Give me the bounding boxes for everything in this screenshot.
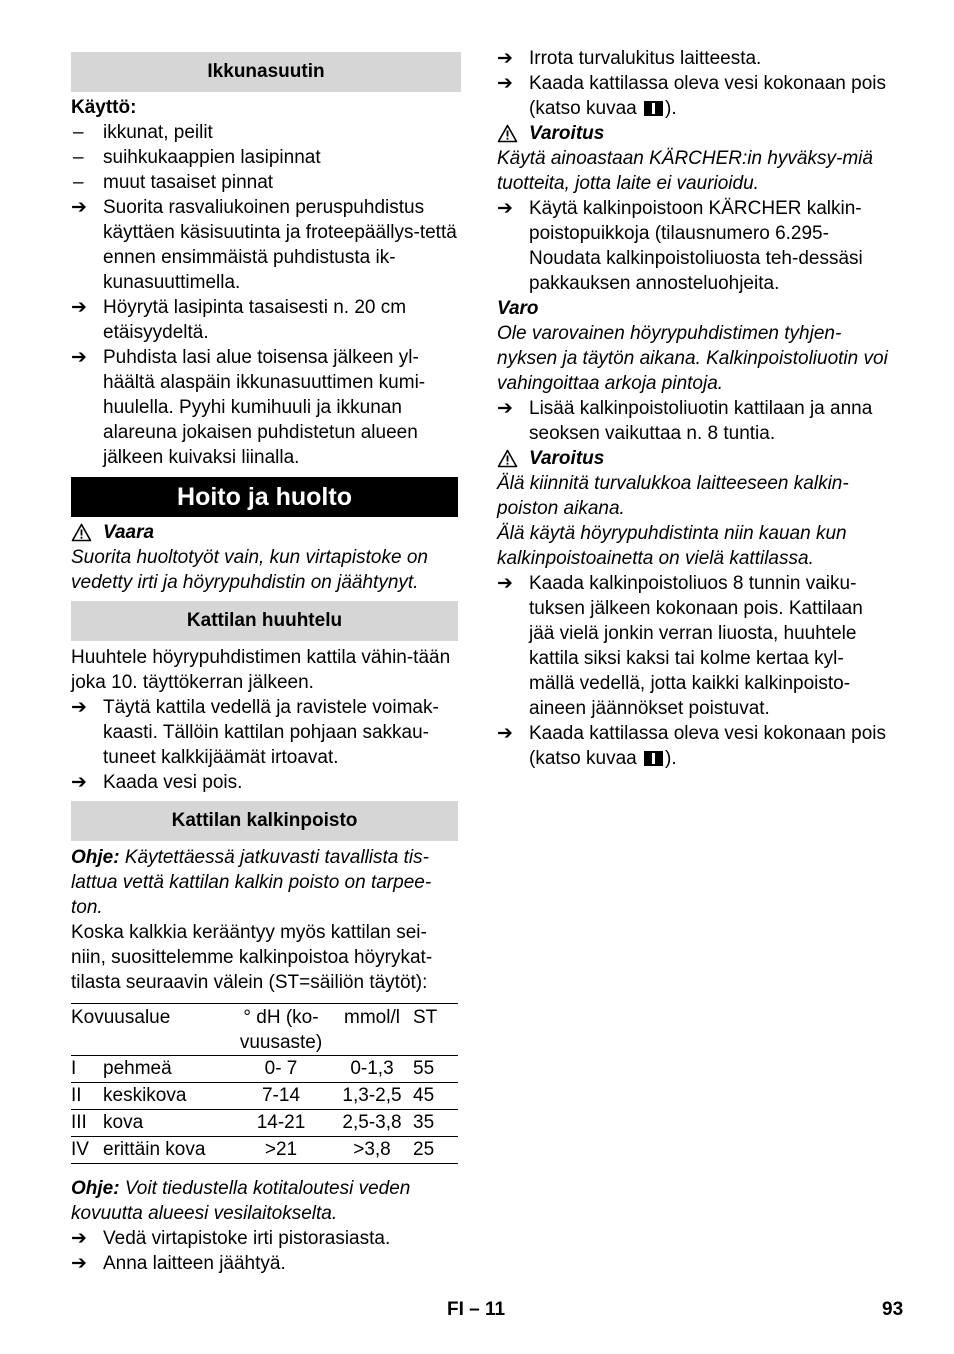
warning-heading: Varoitus [497,446,889,471]
arrow-icon: ➔ [71,197,87,218]
chapter-title-maintenance: Hoito ja huolto [71,477,458,517]
table-row: I pehmeä 0- 7 0-1,3 55 [71,1056,458,1083]
arrow-icon: ➔ [71,1253,87,1274]
list-item: ➔ Puhdista lasi alue toisensa jälkeen yl-häältä alaspäin ikkunasuuttimen kumi-huulella. Pyyhi kumihuuli ja ikkunan alareuna jokaisen puhdistetun alueen jälkeen kuivaksi liinalla. [71,347,426,468]
arrow-icon: ➔ [71,347,87,368]
rinse-intro: Huuhtele höyrypuhdistimen kattila vähin-tään joka 10. täyttökerran jälkeen. [71,647,451,693]
section-title-descale: Kattilan kalkinpoisto [71,801,458,841]
list-item: ➔ Lisää kalkinpoistoliuotin kattilaan ja anna seoksen vaikuttaa n. 8 tuntia. [497,398,873,444]
right-column [497,46,889,771]
danger-text: Suorita huoltotyöt vain, kun virtapistoke on vedetty irti ja höyrypuhdistin on jäähtynyt. [71,547,428,593]
warning-triangle-icon [497,449,518,468]
page-number: 93 [882,1299,904,1320]
list-item: ➔ Kaada vesi pois. [71,772,243,793]
figure-ref-icon [644,751,663,766]
list-item: ➔ Höyrytä lasipinta tasaisesti n. 20 cm etäisyydeltä. [71,297,407,343]
warning-text: Käytä ainoastaan KÄRCHER:in hyväksy-miä tuotteita, jotta laite ei vaurioidu. [497,148,873,194]
table-row: IV erittäin kova >21 >3,8 25 [71,1137,458,1164]
caution-text: Ole varovainen höyrypuhdistimen tyhjen-nyksen ja täytön aikana. Kalkinpoistoliuotin voi vahingoittaa arkoja pintoja. [497,323,888,394]
figure-ref-icon [644,101,663,116]
table-row: II keskikova 7-14 1,3-2,5 45 [71,1083,458,1110]
warning-triangle-icon [497,124,518,143]
warning-text: Älä kiinnitä turvalukkoa laitteeseen kalkin-poiston aikana. [497,473,849,519]
arrow-icon: ➔ [71,1228,87,1249]
list-item: ➔ Anna laitteen jäähtyä. [71,1253,286,1274]
table-row: III kova 14-21 2,5-3,8 35 [71,1110,458,1137]
note: Ohje: Voit tiedustella kotitaloutesi veden kovuutta alueesi vesilaitokselta. [71,1178,411,1224]
arrow-icon: ➔ [71,772,87,793]
warning-triangle-icon [71,523,92,542]
list-item: ➔ Suorita rasvaliukoinen peruspuhdistus käyttäen käsisuutinta ja froteepäällys-tettä ennen ensimmäistä puhdistusta ik-kunasuuttimella. [71,197,457,293]
danger-heading: Vaara [71,520,461,545]
list-item: ➔ Vedä virtapistoke irti pistorasiasta. [71,1228,391,1249]
list-item: ➔ Irrota turvalukitus laitteesta. [497,48,762,69]
list-item: ➔ Täytä kattila vedellä ja ravistele voimak-kaasti. Tällöin kattilan pohjaan sakkau-tuneet kalkkijäämät irtoavat. [71,697,439,768]
list-item: – ikkunat, peilit [73,122,213,143]
list-item: ➔ Käytä kalkinpoistoon KÄRCHER kalkin-poistopuikkoja (tilausnumero 6.295-Noudata kalkinpoistoliuosta teh-dessäsi pakkauksen annosteluohjeita. [497,198,863,294]
table-header: Kovuusalue [71,1004,231,1056]
left-column [71,46,461,1276]
list-item: ➔ Kaada kattilassa oleva vesi kokonaan pois (katso kuvaa ). [497,723,887,769]
arrow-icon: ➔ [497,48,513,69]
arrow-icon: ➔ [497,398,513,419]
hardness-table [71,1003,458,1164]
warning-heading: Varoitus [497,121,889,146]
descale-intro: Koska kalkkia kerääntyy myös kattilan sei-niin, suosittelemme kalkinpoistoa höyrykat-tilasta seuraavin välein (ST=säiliön täytöt): [71,922,433,993]
table-header: ST [413,1004,458,1056]
table-header: ° dH (ko-vuusaste) [231,1004,331,1056]
section-title-window-nozzle: Ikkunasuutin [71,52,461,92]
arrow-icon: ➔ [71,697,87,718]
arrow-icon: ➔ [497,198,513,219]
table-header: mmol/l [331,1004,413,1056]
note: Ohje: Käytettäessä jatkuvasti tavallista tis-lattua vettä kattilan kalkin poisto on tarpee-ton. [71,847,432,918]
list-item: – suihkukaappien lasipinnat [73,147,321,168]
dash-icon: – [73,122,84,143]
section-title-rinse: Kattilan huuhtelu [71,601,458,641]
list-item: – muut tasaiset pinnat [73,172,274,193]
caution-heading: Varo [497,298,539,319]
warning-text: Älä käytä höyrypuhdistinta niin kauan kun kalkinpoistoainetta on vielä kattilassa. [497,523,847,569]
arrow-icon: ➔ [497,573,513,594]
dash-icon: – [73,147,84,168]
list-item: ➔ Kaada kattilassa oleva vesi kokonaan pois (katso kuvaa ). [497,73,887,119]
dash-icon: – [73,172,84,193]
footer-section-label: FI – 11 [447,1299,506,1320]
arrow-icon: ➔ [71,297,87,318]
arrow-icon: ➔ [497,723,513,744]
list-item: ➔ Kaada kalkinpoistoliuos 8 tunnin vaiku-tuksen jälkeen kokonaan pois. Kattilaan jää vielä jonkin verran liuosta, huuhtele kattila siksi kaksi tai kolme kertaa kyl-mällä vedellä, jotta kaikki kalkinpoisto-aineen jäännökset poistuvat. [497,573,863,719]
usage-label: Käyttö: [71,97,137,118]
arrow-icon: ➔ [497,73,513,94]
table-header-row [71,1004,458,1056]
